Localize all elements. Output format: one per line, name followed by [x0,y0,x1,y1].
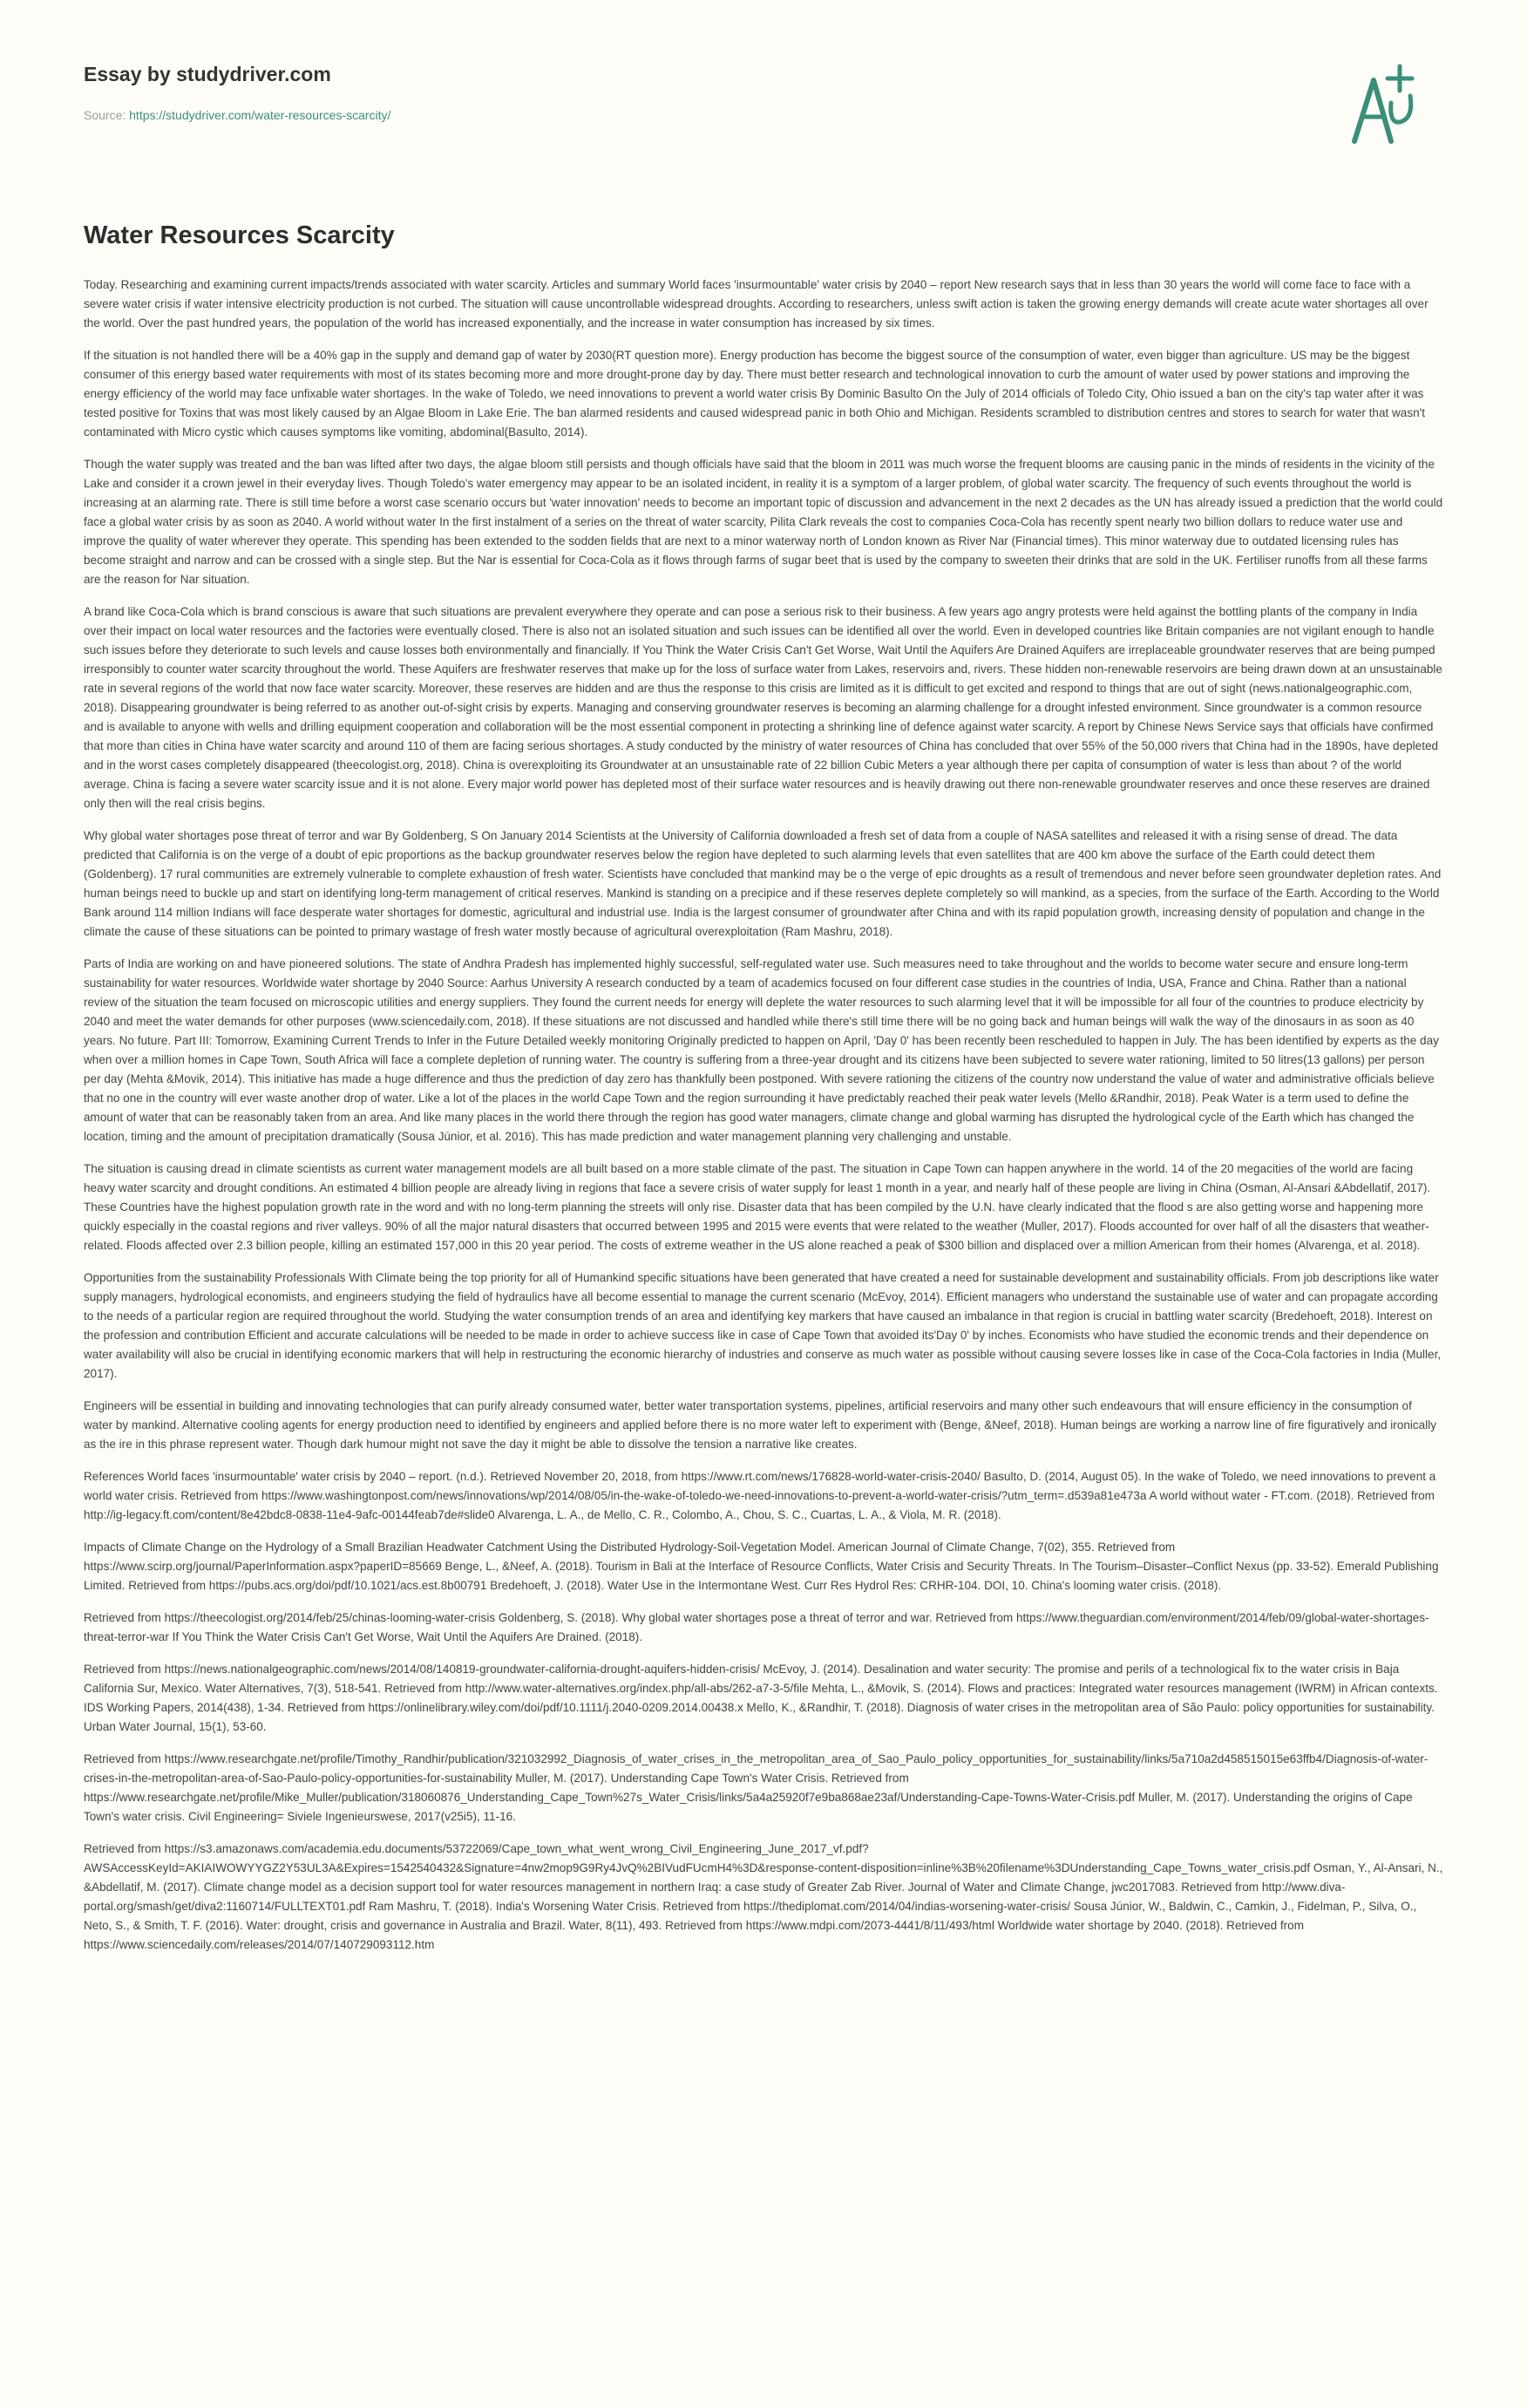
paragraph: Though the water supply was treated and the ban was lifted after two days, the algae bloom still persists and though officials have said that the bloom in 2011 was much worse the frequent blooms are causing panic in the minds of residents in the vicinity of the Lake and consider it a crown jewel in their everyday lives. Though Toledo's water emergency may appear to be an isolated incident, in reality it is a symptom of a larger problem, of global water scarcity. The frequency of such events throughout the world is increasing at an alarming rate. There is still time before a worst case scenario occurs but 'water innovation' needs to become an important topic of discussion and advancement in the next 2 decades as the UN has already issued a prediction that the world could face a global water crisis by as soon as 2040. A world without water In the first instalment of a series on the threat of water scarcity, Pilita Clark reveals the cost to companies Coca-Cola has recently spent nearly two billion dollars to reduce water use and improve the quality of water wherever they operate. This spending has been extended to the sodden fields that are next to a minor waterway north of London known as River Nar (Financial times). This minor waterway due to outdated licensing rules has become straight and narrow and can be crossed with a single step. But the Nar is essential for Coca-Cola as it flows through farms of sugar beet that is used by the company to sweeten their drinks that are sold in the UK. Fertiliser runoffs from all these farms are the reason for Nar situation. [84,458,1443,586]
source-line [84,108,390,122]
reference-paragraph: Retrieved from https://theecologist.org/2014/feb/25/chinas-looming-water-crisis Goldenberg, S. (2018). Why global water shortages pose a threat of terror and war. Retrieved from https://www.theguardian.com/environment/2014/feb/09/global-water-shortages-threat-terror-war If You Think the Water Crisis Can't Get Worse, Wait Until the Aquifers Are Drained. (2018). [84,1611,1429,1643]
source-link[interactable]: https://studydriver.com/water-resources-scarcity/ [129,108,391,122]
paragraph: Opportunities from the sustainability Professionals With Climate being the top priority for all of Humankind specific situations have been generated that have created a need for sustainable development and sustainability officials. From job descriptions like water supply managers, hydrological economists, and engineers studying the field of hydraulics have all become essential to manage the current scenario (McEvoy, 2014). Efficient managers who understand the sustainable use of water and can propagate according to the needs of a particular region are required throughout the world. Studying the water consumption trends of an area and identifying key markers that have caused an imbalance in that region is crucial in battling water scarcity (Bredehoeft, 2018). Interest on the profession and contribution Efficient and accurate calculations will be needed to be made in order to achieve success like in case of Cape Town that avoided its'Day 0' by inches. Economists who have studied the economic trends and their dependence on water availability will also be crucial in identifying economic markers that will help in restructuring the economic hierarchy of industries and conserve as much water as possible without causing severe losses like in case of the Coca-Cola factories in India (Muller, 2017). [84,1271,1442,1380]
reference-paragraph: Retrieved from https://news.nationalgeographic.com/news/2014/08/140819-groundwater-california-drought-aquifers-hidden-crisis/ McEvoy, J. (2014). Desalination and water security: The promise and perils of a technological fix to the water crisis in Baja California Sur, Mexico. Water Alternatives, 7(3), 518-541. Retrieved from http://www.water-alternatives.org/index.php/all-abs/262-a7-3-5/file Mehta, L., &Movik, S. (2014). Flows and practices: Integrated water resources management (IWRM) in African contexts. IDS Working Papers, 2014(438), 1-34. Retrieved from https://onlinelibrary.wiley.com/doi/pdf/10.1111/j.2040-0209.2014.00438.x Mello, K., &Randhir, T. (2018). Diagnosis of water crises in the metropolitan area of São Paulo: policy opportunities for sustainability. Urban Water Journal, 15(1), 53-60. [84,1663,1438,1733]
essay-title: Water Resources Scarcity [84,221,395,249]
reference-paragraph: Retrieved from https://s3.amazonaws.com/academia.edu.documents/53722069/Cape_town_what_went_wrong_Civil_Engineering_June_2017_vf.pdf?AWSAccessKeyId=AKIAIWOWYYGZ2Y53UL3A&Expires=1542540432&Signature=4nw2mop9G9Ry4JvQ%2BIVudFUcmH4%3D&response-content-disposition=inline%3B%20filename%3DUnderstanding_Cape_Towns_water_crisis.pdf Osman, Y., Al-Ansari, N., &Abdellatif, M. (2017). Climate change model as a decision support tool for water resources management in northern Iraq: a case study of Greater Zab River. Journal of Water and Climate Change, jwc2017083. Retrieved from http://www.diva-portal.org/smash/get/diva2:1160714/FULLTEXT01.pdf Ram Mashru, T. (2018). India's Worsening Water Crisis. Retrieved from https://thediplomat.com/2014/04/indias-worsening-water-crisis/ Sousa Júnior, W., Baldwin, C., Camkin, J., Fidelman, P., Silva, O., Neto, S., & Smith, T. F. (2016). Water: drought, crisis and governance in Australia and Brazil. Water, 8(11), 493. Retrieved from https://www.mdpi.com/2073-4441/8/11/493/html Worldwide water shortage by 2040. (2018). Retrieved from https://www.sciencedaily.com/releases/2014/07/140729093112.htm [84,1842,1443,1951]
a-plus-logo-icon [1347,61,1417,148]
paragraph: Why global water shortages pose threat of terror and war By Goldenberg, S On January 2014 Scientists at the University of California downloaded a fresh set of data from a couple of NASA satellites and released it with a rising sense of dread. The data predicted that California is on the verge of a doubt of epic proportions as the backup groundwater reserves below the region have depleted to such alarming levels that even satellites that are 400 km above the surface of the Earth could detect them (Goldenberg). 17 rural communities are extremely vulnerable to complete exhaustion of fresh water. Scientists have concluded that mankind may be o the verge of epic droughts as a result of tremendous and never before seen groundwater depletion rates. And human beings need to buckle up and start on identifying long-term management of critical reserves. Mankind is standing on a precipice and if these reserves deplete completely so will mankind, as a species, from the surface of the Earth. According to the World Bank around 114 million Indians will face desperate water shortages for domestic, agricultural and industrial use. India is the largest consumer of groundwater after China and with its rapid population growth, increasing density of population and change in the climate the cause of these situations can be pointed to primary wastage of fresh water mostly because of agricultural overexploitation (Ram Mashru, 2018). [84,829,1442,938]
paragraph: Today. Researching and examining current impacts/trends associated with water scarcity. Articles and summary World faces 'insurmountable' water crisis by 2040 – report New research says that in less than 30 years the world will come face to face with a severe water crisis if water intensive electricity production is not curbed. The situation will cause uncontrollable widespread droughts. According to researchers, unless swift action is taken the growing energy demands will create acute water shortages all over the world. Over the past hundred years, the population of the world has increased exponentially, and the increase in water consumption has increased by six times. [84,278,1429,330]
reference-paragraph: References World faces 'insurmountable' water crisis by 2040 – report. (n.d.). Retrieved November 20, 2018, from https://www.rt.com/news/176828-world-water-crisis-2040/ Basulto, D. (2014, August 05). In the wake of Toledo, we need innovations to prevent a world water crisis. Retrieved from https://www.washingtonpost.com/news/innovations/wp/2014/08/05/in-the-wake-of-toledo-we-need-innovations-to-prevent-a-world-water-crisis/?utm_term=.d539a81e473a A world without water - FT.com. (2018). Retrieved from http://ig-legacy.ft.com/content/8e42bdc8-0838-11e4-9afc-00144feab7de#slide0 Alvarenga, L. A., de Mello, C. R., Colombo, A., Chou, S. C., Cuartas, L. A., & Viola, M. R. (2018). [84,1470,1436,1521]
essay-body [84,275,1443,1968]
reference-paragraph: Impacts of Climate Change on the Hydrology of a Small Brazilian Headwater Catchment Using the Distributed Hydrology-Soil-Vegetation Model. American Journal of Climate Change, 7(02), 355. Retrieved from https://www.scirp.org/journal/PaperInformation.aspx?paperID=85669 Benge, L., &Neef, A. (2018). Tourism in Bali at the Interface of Resource Conflicts, Water Crisis and Security Threats. In The Tourism–Disaster–Conflict Nexus (pp. 33-52). Emerald Publishing Limited. Retrieved from https://pubs.acs.org/doi/pdf/10.1021/acs.est.8b00791 Bredehoeft, J. (2018). Water Use in the Intermontane West. Curr Res Hydrol Res: CRHR-104. DOI, 10. China's looming water crisis. (2018). [84,1541,1439,1592]
source-label: Source: [84,108,130,122]
references-section [84,1467,1443,1955]
page-header [84,63,1443,159]
brand-title: Essay by studydriver.com [84,63,331,85]
paragraph: A brand like Coca-Cola which is brand conscious is aware that such situations are prevalent everywhere they operate and can pose a serious risk to their business. A few years ago angry protests were held against the bottling plants of the company in India over their impact on local water resources and the factories were eventually closed. There is also not an isolated situation and such issues can be identified all over the world. Even in developed countries like Britain companies are not vigilant enough to handle such issues before they deteriorate to such levels and cause losses both environmentally and financially. If You Think the Water Crisis Can't Get Worse, Wait Until the Aquifers Are Drained Aquifers are irreplaceable groundwater reserves that are being pumped irresponsibly to counter water scarcity throughout the world. These Aquifers are freshwater reserves that make up for the loss of surface water from Lakes, reservoirs and, rivers. These hidden non-renewable reservoirs are being drawn down at an unsustainable rate in several regions of the world that now face water scarcity. Moreover, these reserves are hidden and are thus the response to this crisis are limited as it is difficult to get excited and respond to things that are out of sight (news.nationalgeographic.com, 2018). Disappearing groundwater is being referred to as another out-of-sight crisis by experts. Managing and conserving groundwater reserves is becoming an alarming challenge for a drought infested environment. Since groundwater is a common resource and is available to anyone with wells and drilling equipment cooperation and collaboration will be the most essential component in protecting a shrinking line of defence against water scarcity. A report by Chinese News Service says that officials have confirmed that more than cities in China have water scarcity and around 110 of them are facing serious shortages. A study conducted by the ministry of water resources of China has concluded that over 55% of the 50,000 rivers that China had in the 1890s, have depleted and in the worst cases completely disappeared (theecologist.org, 2018). China is overexploiting its Groundwater at an unsustainable rate of 22 billion Cubic Meters a year although there per capita of consumption of water is less than about ? of the world average. China is facing a severe water scarcity issue and it is not alone. Every major world power has depleted most of their surface water resources and is heavily drawing out there non-renewable groundwater reserves and once these reserves are drained only then will the real crisis begins. [84,605,1442,810]
paragraph: If the situation is not handled there will be a 40% gap in the supply and demand gap of water by 2030(RT question more). Energy production has become the biggest source of the consumption of water, even bigger than agriculture. US may be the biggest consumer of this energy based water requirements with most of its states becoming more and more drought-prone day by day. There must better research and technological innovation to curb the amount of water used by power stations and improving the energy efficiency of the world may face unfixable water shortages. In the wake of Toledo, we need innovations to prevent a world water crisis By Dominic Basulto On the July of 2014 officials of Toledo City, Ohio issued a ban on the city's tap water after it was tested positive for Toxins that was most likely caused by an Algae Bloom in Lake Erie. The ban alarmed residents and caused widespread panic in both Ohio and Michigan. Residents scrambled to distribution centres and stores to search for water that wasn't contaminated with Micro cystic which causes symptoms like vomiting, abdominal(Basulto, 2014). [84,349,1425,439]
paragraph: Engineers will be essential in building and innovating technologies that can purify already consumed water, better water transportation systems, pipelines, artificial reservoirs and many other such endeavours that will ensure efficiency in the consumption of water by mankind. Alternative cooling agents for energy production need to identified by engineers and applied before there is no more water left to experiment with (Benge, &Neef, 2018). Human beings are working a narrow line of fire figuratively and ironically as the ire in this phrase represent water. Though dark humour might not save the day it might be able to dissolve the tension a narrative like creates. [84,1399,1436,1451]
paragraph: The situation is causing dread in climate scientists as current water management models are all built based on a more stable climate of the past. The situation in Cape Town can happen anywhere in the world. 14 of the 20 megacities of the world are facing heavy water scarcity and drought conditions. An estimated 4 billion people are already living in regions that face a severe crisis of water supply for least 1 month in a year, and nearly half of these people are living in China (Osman, Al-Ansari &Abdellatif, 2017). These Countries have the highest population growth rate in the word and with no long-term planning the streets will only rise. Disaster data that has been compiled by the U.N. have clearly indicated that the flood s are also getting worse and happening more quickly especially in the coastal regions and river valleys. 90% of all the major natural disasters that occurred between 1995 and 2015 were events that were related to the weather (Muller, 2017). Floods accounted for over half of all the disasters that weather-related. Floods affected over 2.3 billion people, killing an estimated 157,000 in this 20 year period. The costs of extreme weather in the US alone reached a peak of $300 billion and displaced over a million American from their homes (Alvarenga, et al. 2018). [84,1162,1431,1252]
reference-paragraph: Retrieved from https://www.researchgate.net/profile/Timothy_Randhir/publication/321032992_Diagnosis_of_water_crises_in_the_metropolitan_area_of_Sao_Paulo_policy_opportunities_for_sustainability/links/5a710a2d458515015e63ffb4/Diagnosis-of-water-crises-in-the-metropolitan-area-of-Sao-Paulo-policy-opportunities-for-sustainability Muller, M. (2017). Understanding Cape Town's Water Crisis. Retrieved from https://www.researchgate.net/profile/Mike_Muller/publication/318060876_Understanding_Cape_Town%27s_Water_Crisis/links/5a4a25920f7e9ba868ae23af/Understanding-Cape-Towns-Water-Crisis.pdf Muller, M. (2017). Understanding the origins of Cape Town's water crisis. Civil Engineering= Siviele Ingenieurswese, 2017(v25i5), 11-16. [84,1752,1429,1823]
paragraph: Parts of India are working on and have pioneered solutions. The state of Andhra Pradesh has implemented highly successful, self-regulated water use. Such measures need to take throughout and the worlds to become water secure and ensure long-term sustainability for water resources. Worldwide water shortage by 2040 Source: Aarhus University A research conducted by a team of academics focused on four different case studies in the countries of India, USA, France and China. Rather than a national review of the situation the team focused on microscopic utilities and energy suppliers. They found the current needs for energy will deplete the water resources to such alarming level that it will be impossible for all four of the countries to produce electricity by 2040 and meet the water demands for other purposes (www.sciencedaily.com, 2018). If these situations are not discussed and handled while there's still time there will be no going back and human beings will walk the way of the dinosaurs in as soon as 40 years. No future. Part III: Tomorrow, Examining Current Trends to Infer in the Future Detailed weekly monitoring Originally predicted to happen on April, 'Day 0' has been recently been rescheduled to happen in July. The has been identified by experts as the day when over a million homes in Cape Town, South Africa will face a complete depletion of running water. The country is suffering from a three-year drought and its citizens have been subjected to severe water rationing, limited to 50 litres(13 gallons) per person per day (Mehta &Movik, 2014). This initiative has made a huge difference and thus the prediction of day zero has thankfully been postponed. With severe rationing the citizens of the country now understand the value of water and administrative officials believe that no one in the country will ever waste another drop of water. Like a lot of the places in the world Cape Town and the region surrounding it have predictably reached their peak water levels (Mello &Randhir, 2018). Peak Water is a term used to define the amount of water that can be reasonably taken from an area. And like many places in the world there through the region has good water managers, climate change and global warming has disrupted the hydrological cycle of the Earth which has changed the location, timing and the amount of precipitation dramatically (Sousa Júnior, et al. 2016). This has made prediction and water management planning very challenging and unstable. [84,957,1439,1143]
